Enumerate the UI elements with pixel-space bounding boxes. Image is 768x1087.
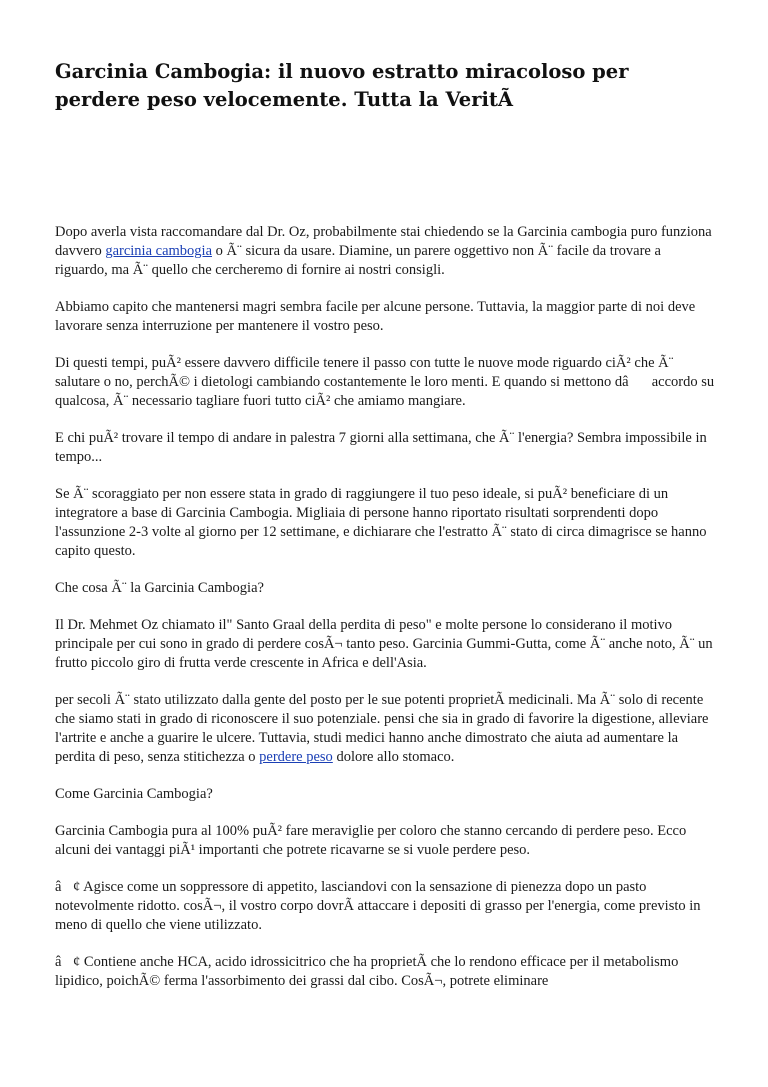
paragraph: Di questi tempi, puÃ² essere davvero difficile tenere il passo con tutte le nuove mode riguardo ciÃ² che Ã¨ salutare o no, perchÃ© i dietologi cambiando costantemente le loro menti. E quando si mettono dâaccordo su qualcosa, Ã¨ necessario tagliare fuori tutto ciÃ² che amiamo mangiare. [55, 355, 715, 409]
section-heading: Come Garcinia Cambogia? [55, 786, 213, 802]
bullet-paragraph: â¢ Agisce come un soppressore di appetito, lasciandovi con la sensazione di pienezza dopo un pasto notevolmente ridotto. cosÃ¬, il vostro corpo dovrÃ attaccare i depositi di grasso per l'energia, come previsto in meno di quello che viene utilizzato. [55, 879, 701, 933]
paragraph: Se Ã¨ scoraggiato per non essere stata in grado di raggiungere il tuo peso ideale, si puÃ² beneficiare di un integratore a base di Garcinia Cambogia. Migliaia di persone hanno riportato risultati sorprendenti dopo l'assunzione 2-3 volte al giorno per 12 settimane, e dichiarare che l'estratto Ã¨ stato di circa dimagrisce se hanno capito questo. [55, 486, 707, 559]
paragraph-intro [55, 223, 715, 280]
garcinia-cambogia-link[interactable]: garcinia cambogia [105, 243, 213, 259]
paragraph: Abbiamo capito che mantenersi magri sembra facile per alcune persone. Tuttavia, la maggior parte di noi deve lavorare senza interruzione per mantenere il vostro peso. [55, 299, 696, 334]
paragraph: E chi puÃ² trovare il tempo di andare in palestra 7 giorni alla settimana, che Ã¨ l'energia? Sembra impossibile in tempo... [55, 430, 707, 465]
paragraph-text: Dopo averla vista raccomandare dal Dr. Oz, probabilmente stai chiedendo se la Garcinia cambogia puro funziona davvero [55, 224, 712, 259]
bullet-paragraph: â¢ Contiene anche HCA, acido idrossicitrico che ha proprietÃ che lo rendono efficace per il metabolismo lipidico, poichÃ© ferma l'assorbimento dei grassi dal cibo. CosÃ¬, potrete eliminare [55, 954, 679, 989]
document-page [55, 58, 715, 989]
perdere-peso-link[interactable]: perdere peso [259, 749, 333, 765]
document-title: Garcinia Cambogia: il nuovo estratto miracoloso per perdere peso velocemente. Tutta la VeritÃ [55, 60, 629, 111]
paragraph: Garcinia Cambogia pura al 100% puÃ² fare meraviglie per coloro che stanno cercando di perdere peso. Ecco alcuni dei vantaggi piÃ¹ importanti che potrete ricavarne se si vuole perdere peso. [55, 823, 687, 858]
section-heading: Che cosa Ã¨ la Garcinia Cambogia? [55, 580, 264, 596]
document-body [55, 223, 715, 1009]
paragraph-text: dolore allo stomaco. [332, 749, 455, 765]
paragraph-text: per secoli Ã¨ stato utilizzato dalla gente del posto per le sue potenti proprietÃ medicinali. Ma Ã¨ solo di recente che siamo stati in grado di riconoscere il suo potenziale. pensi che sia in grado di favorire la digestione, alleviare l'artrite e anche a guarire le ulcere. Tuttavia, studi medici hanno anche dimostrato che aiuta ad aumentare la perdita di peso, senza stitichezza o [55, 692, 709, 765]
paragraph: Il Dr. Mehmet Oz chiamato il" Santo Graal della perdita di peso" e molte persone lo considerano il motivo principale per cui sono in grado di perdere cosÃ¬ tanto peso. Garcinia Gummi-Gutta, come Ã¨ anche noto, Ã¨ un frutto piccolo giro di frutta verde crescente in Africa e dell'Asia. [55, 617, 713, 671]
paragraph-history [55, 691, 715, 767]
paragraph-text: o Ã¨ sicura da usare. Diamine, un parere oggettivo non Ã¨ facile da trovare a riguardo, ma Ã¨ quello che cercheremo di fornire ai nostri consigli. [55, 243, 661, 278]
